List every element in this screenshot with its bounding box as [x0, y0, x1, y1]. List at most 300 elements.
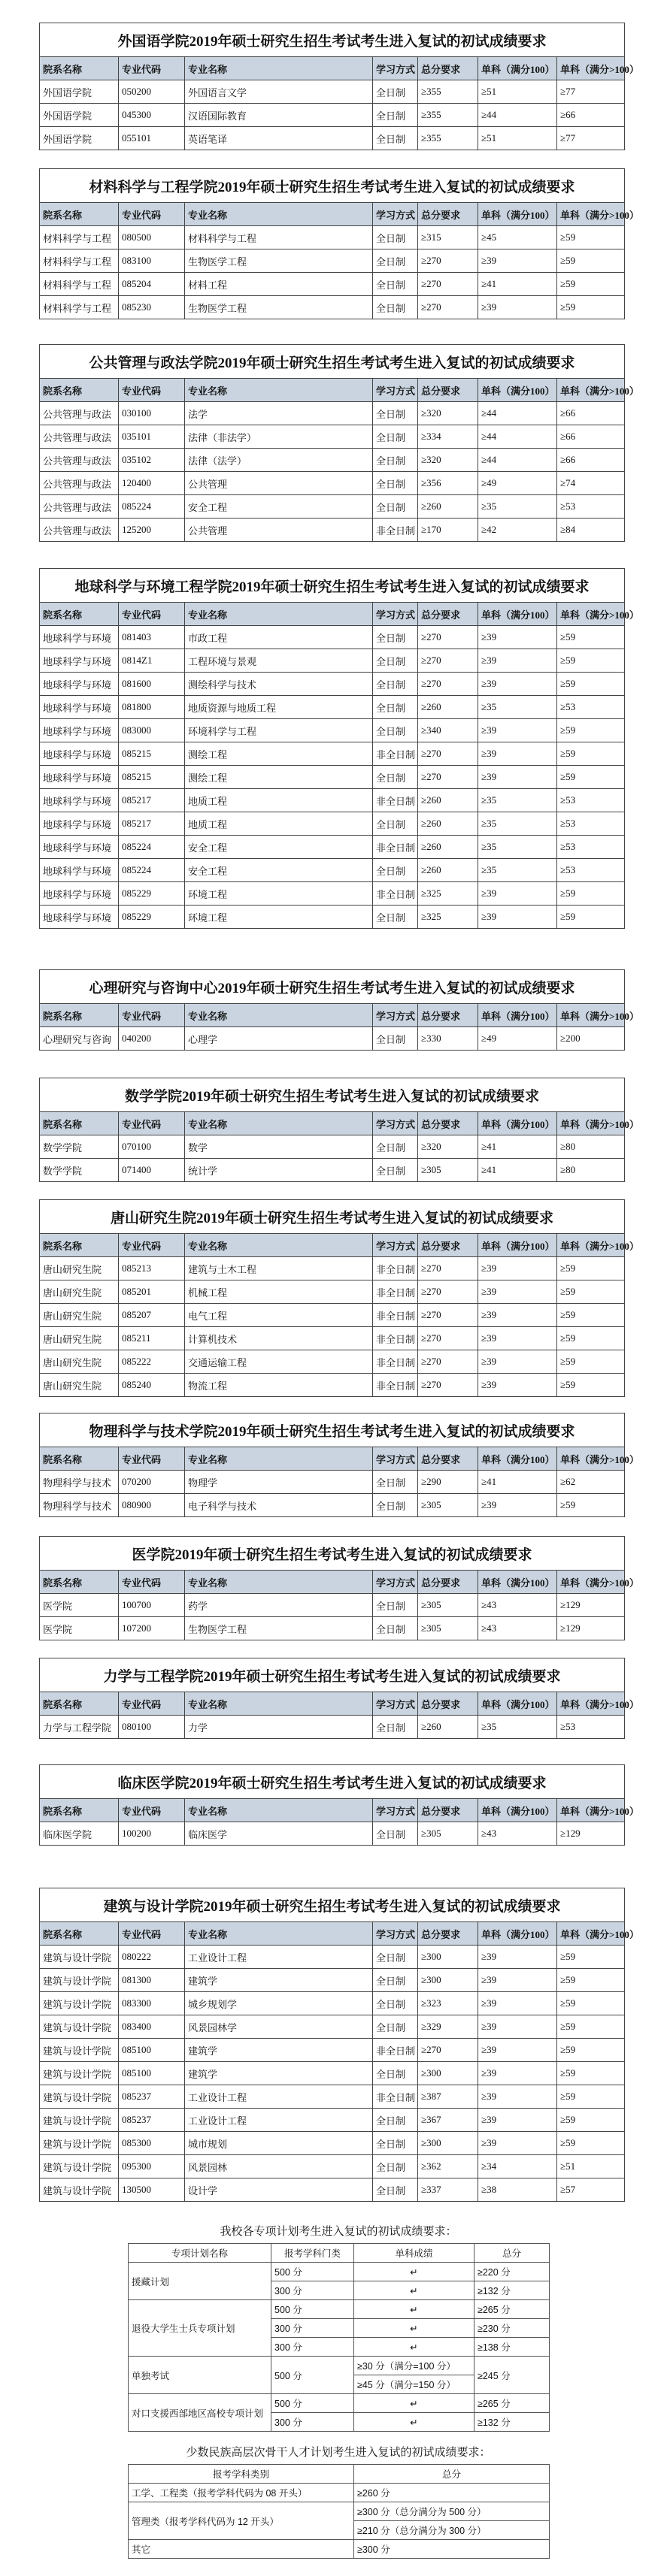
minority-program-section [128, 2444, 549, 2559]
cell: ≥337 [418, 2178, 478, 2202]
cell: 唐山研究生院 [40, 1280, 119, 1304]
table-row [40, 1304, 625, 1327]
header-cell: 单科（满分>100） [557, 1692, 625, 1716]
table-title: 心理研究与咨询中心2019年硕士研究生招生考试考生进入复试的初试成绩要求 [40, 970, 625, 1004]
cell: ≥39 [478, 2015, 557, 2039]
cell: 材料工程 [185, 273, 373, 296]
cell: ↵ [354, 2413, 475, 2432]
cell: 公共管理与政法 [40, 425, 119, 449]
cell: 非全日制 [373, 2085, 418, 2109]
cell: ≥355 [418, 127, 478, 150]
cell: 材料科学与工程 [40, 226, 119, 249]
header-cell: 学习方式 [373, 203, 418, 226]
cell: ≥35 [478, 495, 557, 519]
cell: ≥260 [418, 495, 478, 519]
cell: 045300 [119, 104, 185, 127]
cell: ≥39 [478, 742, 557, 766]
cell: 地质工程 [185, 789, 373, 812]
cell: 生物医学工程 [185, 1617, 373, 1640]
cell: ↵ [354, 2319, 475, 2338]
cell: 非全日制 [373, 519, 418, 542]
cell: ≥329 [418, 2015, 478, 2039]
cell: 公共管理 [185, 519, 373, 542]
cell: ≥53 [557, 859, 625, 882]
cell: 080100 [119, 1716, 185, 1739]
cell: ≥59 [557, 1257, 625, 1280]
cell: ≥39 [478, 2039, 557, 2062]
cell: 建筑与土木工程 [185, 1257, 373, 1280]
cell: ≥290 [418, 1471, 478, 1494]
cell: 083100 [119, 249, 185, 273]
header-cell: 专业名称 [185, 1234, 373, 1257]
cell: 100200 [119, 1822, 185, 1846]
cell: 地球科学与环境 [40, 859, 119, 882]
cell: 全日制 [373, 249, 418, 273]
header-cell: 总分要求 [418, 1799, 478, 1822]
header-cell: 总分要求 [418, 1922, 478, 1946]
cell: ≥320 [418, 402, 478, 425]
cell: 全日制 [373, 649, 418, 673]
cell: ≥305 [418, 1617, 478, 1640]
cell: 地球科学与环境 [40, 882, 119, 906]
cell: ≥260 分 [354, 2484, 550, 2502]
cell: 040200 [119, 1027, 185, 1051]
header-cell: 单科（满分100） [478, 1571, 557, 1594]
header-cell: 单科（满分>100） [557, 1571, 625, 1594]
header-cell: 总分要求 [418, 379, 478, 402]
cell: 生物医学工程 [185, 249, 373, 273]
cell: 全日制 [373, 402, 418, 425]
cell: ≥44 [478, 402, 557, 425]
cell: 城乡规划学 [185, 1992, 373, 2015]
cell: 全日制 [373, 673, 418, 696]
cell: 唐山研究生院 [40, 1304, 119, 1327]
score-table-1 [39, 168, 639, 319]
cell: 唐山研究生院 [40, 1257, 119, 1280]
table-row [40, 2178, 625, 2202]
cell: 建筑与设计学院 [40, 2085, 119, 2109]
table-row [40, 1027, 625, 1051]
cell: 建筑与设计学院 [40, 2155, 119, 2178]
cell: 085224 [119, 859, 185, 882]
cell: ≥57 [557, 2178, 625, 2202]
cell: 非全日制 [373, 1374, 418, 1397]
cell: ≥44 [478, 425, 557, 449]
table-row [40, 1946, 625, 1969]
cell: 地球科学与环境 [40, 696, 119, 719]
header-cell: 专业代码 [119, 379, 185, 402]
table-row [129, 2357, 550, 2375]
header-cell: 学习方式 [373, 57, 418, 80]
cell: 070200 [119, 1471, 185, 1494]
header-cell: 专业名称 [185, 1692, 373, 1716]
cell: ≥265 分 [475, 2300, 550, 2319]
cell: 500 分 [271, 2300, 354, 2319]
header-cell: 单科（满分100） [478, 1234, 557, 1257]
header-cell: 单科（满分>100） [557, 203, 625, 226]
cell: 全日制 [373, 2155, 418, 2178]
cell: ≥45 分（满分=150 分） [354, 2375, 475, 2394]
header-cell: 单科（满分100） [478, 379, 557, 402]
table-row [40, 1594, 625, 1617]
header-cell: 专业代码 [119, 1922, 185, 1946]
cell: ≥39 [478, 2132, 557, 2155]
cell: 085240 [119, 1374, 185, 1397]
cell: 全日制 [373, 495, 418, 519]
cell: 心理学 [185, 1027, 373, 1051]
cell: ≥39 [478, 1946, 557, 1969]
cell: 085213 [119, 1257, 185, 1280]
cell: ≥305 [418, 1159, 478, 1182]
cell: 130500 [119, 2178, 185, 2202]
cell: 300 分 [271, 2281, 354, 2300]
header-cell: 单科（满分>100） [557, 1922, 625, 1946]
table-row [40, 519, 625, 542]
cell: 设计学 [185, 2178, 373, 2202]
cell: 风景园林 [185, 2155, 373, 2178]
header-cell: 报考学科门类 [271, 2244, 354, 2263]
header-cell: 院系名称 [40, 1692, 119, 1716]
cell: 非全日制 [373, 1280, 418, 1304]
cell: ≥270 [418, 742, 478, 766]
cell: 070100 [119, 1135, 185, 1159]
header-cell: 院系名称 [40, 57, 119, 80]
header-cell: 总分 [475, 2244, 550, 2263]
cell: 非全日制 [373, 1304, 418, 1327]
header-cell: 单科（满分>100） [557, 603, 625, 626]
cell: 建筑与设计学院 [40, 2132, 119, 2155]
cell: ≥66 [557, 425, 625, 449]
header-cell: 单科（满分100） [478, 603, 557, 626]
header-cell: 单科（满分>100） [557, 1112, 625, 1135]
cell: 地球科学与环境 [40, 719, 119, 742]
table-row [40, 296, 625, 319]
cell: 唐山研究生院 [40, 1350, 119, 1374]
cell: ≥39 [478, 1280, 557, 1304]
cell: 非全日制 [373, 1350, 418, 1374]
cell: 055101 [119, 127, 185, 150]
header-cell: 专业代码 [119, 57, 185, 80]
table-row [40, 649, 625, 673]
cell: 市政工程 [185, 626, 373, 649]
cell: 其它 [129, 2540, 354, 2559]
cell: 085215 [119, 742, 185, 766]
cell: 085224 [119, 495, 185, 519]
table-row [40, 673, 625, 696]
header-cell: 总分要求 [418, 1571, 478, 1594]
cell: ≥59 [557, 2085, 625, 2109]
cell: 全日制 [373, 2132, 418, 2155]
cell: 全日制 [373, 127, 418, 150]
header-cell: 专业名称 [185, 1004, 373, 1027]
header-cell: 专业代码 [119, 1004, 185, 1027]
cell: 全日制 [373, 906, 418, 929]
cell: 083000 [119, 719, 185, 742]
cell: 全日制 [373, 1716, 418, 1739]
table-row [40, 425, 625, 449]
cell: 107200 [119, 1617, 185, 1640]
cell: ≥59 [557, 719, 625, 742]
cell: 地球科学与环境 [40, 836, 119, 859]
header-cell: 学习方式 [373, 1447, 418, 1471]
cell: 建筑学 [185, 2039, 373, 2062]
cell: ≥59 [557, 1992, 625, 2015]
cell: ≥39 [478, 2109, 557, 2132]
table-title: 地球科学与环境工程学院2019年硕士研究生招生考试考生进入复试的初试成绩要求 [40, 569, 625, 603]
cell: ≥35 [478, 1716, 557, 1739]
cell: 全日制 [373, 296, 418, 319]
table-row [129, 2484, 550, 2502]
cell: 力学与工程学院 [40, 1716, 119, 1739]
cell: 材料科学与工程 [40, 273, 119, 296]
cell: 力学 [185, 1716, 373, 1739]
cell: 建筑学 [185, 1969, 373, 1992]
score-table-4 [39, 969, 639, 1051]
header-cell: 专项计划名称 [129, 2244, 271, 2263]
cell: ≥39 [478, 649, 557, 673]
cell: 地球科学与环境 [40, 906, 119, 929]
cell: ≥270 [418, 649, 478, 673]
cell: 085215 [119, 766, 185, 789]
cell: 095300 [119, 2155, 185, 2178]
header-cell: 学习方式 [373, 1234, 418, 1257]
cell: 300 分 [271, 2413, 354, 2432]
cell: ≥39 [478, 1494, 557, 1517]
cell: ≥245 分 [475, 2357, 550, 2394]
cell: 外国语学院 [40, 104, 119, 127]
table-row [40, 1716, 625, 1739]
header-cell: 院系名称 [40, 1571, 119, 1594]
cell: ≥39 [478, 626, 557, 649]
cell: 081600 [119, 673, 185, 696]
table-row [129, 2300, 550, 2319]
cell: ≥270 [418, 1350, 478, 1374]
cell: ≥362 [418, 2155, 478, 2178]
cell: ≥35 [478, 859, 557, 882]
table-row [40, 80, 625, 104]
cell: ≥132 分 [475, 2413, 550, 2432]
table-title: 临床医学院2019年硕士研究生招生考试考生进入复试的初试成绩要求 [40, 1765, 625, 1799]
table-row [40, 2085, 625, 2109]
table-row [40, 906, 625, 929]
cell: ≥66 [557, 449, 625, 472]
header-cell: 专业名称 [185, 379, 373, 402]
cell: ≥53 [557, 812, 625, 836]
table-row [40, 2015, 625, 2039]
cell: ≥260 [418, 812, 478, 836]
cell: 医学院 [40, 1594, 119, 1617]
header-cell: 学习方式 [373, 603, 418, 626]
cell: ≥270 [418, 673, 478, 696]
cell: ≥62 [557, 1471, 625, 1494]
cell: 建筑与设计学院 [40, 2039, 119, 2062]
cell: ≥59 [557, 226, 625, 249]
cell: ≥35 [478, 696, 557, 719]
score-table-0 [39, 23, 639, 150]
cell: ≥38 [478, 2178, 557, 2202]
cell: ≥325 [418, 882, 478, 906]
cell: ≥39 [478, 766, 557, 789]
cell: ≥59 [557, 1327, 625, 1350]
cell: 公共管理与政法 [40, 449, 119, 472]
table-row [40, 696, 625, 719]
header-cell: 学习方式 [373, 1799, 418, 1822]
table-title: 数学学院2019年硕士研究生招生考试考生进入复试的初试成绩要求 [40, 1078, 625, 1112]
cell: 汉语国际教育 [185, 104, 373, 127]
cell: 全日制 [373, 2109, 418, 2132]
cell: ≥74 [557, 472, 625, 495]
cell: ≥138 分 [475, 2338, 550, 2357]
table-row [40, 719, 625, 742]
header-cell: 专业代码 [119, 203, 185, 226]
cell: 全日制 [373, 2062, 418, 2085]
cell: 081800 [119, 696, 185, 719]
cell: ≥41 [478, 1135, 557, 1159]
cell: ≥270 [418, 2039, 478, 2062]
cell: 安全工程 [185, 495, 373, 519]
cell: ≥305 [418, 1822, 478, 1846]
header-cell: 专业名称 [185, 1112, 373, 1135]
table-row [129, 2263, 550, 2281]
cell: ≥43 [478, 1822, 557, 1846]
cell: 080900 [119, 1494, 185, 1517]
cell: ≥300 [418, 2132, 478, 2155]
cell: 300 分 [271, 2319, 354, 2338]
cell: ≥59 [557, 2062, 625, 2085]
cell: 085204 [119, 273, 185, 296]
cell: ≥59 [557, 2039, 625, 2062]
header-cell: 专业名称 [185, 203, 373, 226]
cell: ↵ [354, 2394, 475, 2413]
header-cell: 总分要求 [418, 1692, 478, 1716]
cell: ≥34 [478, 2155, 557, 2178]
cell: 全日制 [373, 449, 418, 472]
table-row [40, 1135, 625, 1159]
cell: ≥80 [557, 1135, 625, 1159]
cell: 外国语学院 [40, 80, 119, 104]
header-cell: 总分要求 [418, 1447, 478, 1471]
cell: 心理研究与咨询 [40, 1027, 119, 1051]
cell: 机械工程 [185, 1280, 373, 1304]
cell: 唐山研究生院 [40, 1327, 119, 1350]
cell: 交通运输工程 [185, 1350, 373, 1374]
cell: ↵ [354, 2300, 475, 2319]
header-cell: 专业名称 [185, 1571, 373, 1594]
cell: 物理科学与技术 [40, 1494, 119, 1517]
header-cell: 单科（满分>100） [557, 1234, 625, 1257]
table-title: 物理科学与技术学院2019年硕士研究生招生考试考生进入复试的初试成绩要求 [40, 1413, 625, 1447]
table-title: 建筑与设计学院2019年硕士研究生招生考试考生进入复试的初试成绩要求 [40, 1888, 625, 1922]
cell: ≥39 [478, 1350, 557, 1374]
header-cell: 单科（满分>100） [557, 379, 625, 402]
header-cell: 专业名称 [185, 1447, 373, 1471]
cell: 环境工程 [185, 882, 373, 906]
table-title: 外国语学院2019年硕士研究生招生考试考生进入复试的初试成绩要求 [40, 23, 625, 57]
header-cell: 学习方式 [373, 1112, 418, 1135]
cell: 全日制 [373, 273, 418, 296]
table-row [40, 812, 625, 836]
cell: 电气工程 [185, 1304, 373, 1327]
table-row [40, 766, 625, 789]
cell: ≥59 [557, 1946, 625, 1969]
table-row [129, 2540, 550, 2559]
cell: 全日制 [373, 1969, 418, 1992]
table-row [40, 2039, 625, 2062]
cell: ≥59 [557, 882, 625, 906]
header-cell: 单科（满分100） [478, 203, 557, 226]
table-row [40, 472, 625, 495]
header-cell: 单科成绩 [354, 2244, 475, 2263]
cell: 100700 [119, 1594, 185, 1617]
cell: ≥220 分 [475, 2263, 550, 2281]
cell: 临床医学 [185, 1822, 373, 1846]
cell: 非全日制 [373, 1257, 418, 1280]
cell: ≥300 分（总分满分为 500 分） [354, 2502, 550, 2521]
cell: 全日制 [373, 812, 418, 836]
cell: ≥129 [557, 1822, 625, 1846]
header-cell: 总分要求 [418, 1234, 478, 1257]
header-cell: 院系名称 [40, 1112, 119, 1135]
table-row [40, 789, 625, 812]
cell: ≥42 [478, 519, 557, 542]
table-row [40, 2062, 625, 2085]
header-cell: 学习方式 [373, 1692, 418, 1716]
score-table-11 [39, 1888, 639, 2202]
cell: ≥53 [557, 696, 625, 719]
cell: ≥59 [557, 249, 625, 273]
cell: 法律（非法学） [185, 425, 373, 449]
header-cell: 单科（满分>100） [557, 1004, 625, 1027]
cell: 全日制 [373, 472, 418, 495]
cell: 全日制 [373, 1135, 418, 1159]
cell: 全日制 [373, 766, 418, 789]
cell: 125200 [119, 519, 185, 542]
cell: 非全日制 [373, 2039, 418, 2062]
header-cell: 总分要求 [418, 1004, 478, 1027]
cell: ≥132 分 [475, 2281, 550, 2300]
cell: 建筑与设计学院 [40, 2109, 119, 2132]
cell: ≥320 [418, 1135, 478, 1159]
cell: 物理学 [185, 1471, 373, 1494]
cell: 全日制 [373, 2015, 418, 2039]
score-table-5 [39, 1078, 639, 1182]
cell: 地球科学与环境 [40, 766, 119, 789]
cell: ≥39 [478, 1969, 557, 1992]
table-row [40, 1257, 625, 1280]
cell: 药学 [185, 1594, 373, 1617]
header-cell: 院系名称 [40, 379, 119, 402]
cell: 地球科学与环境 [40, 812, 119, 836]
header-cell: 学习方式 [373, 1922, 418, 1946]
table-row [40, 402, 625, 425]
cell: 建筑与设计学院 [40, 2178, 119, 2202]
cell: 300 分 [271, 2338, 354, 2357]
header-cell: 院系名称 [40, 203, 119, 226]
cell: 建筑学 [185, 2062, 373, 2085]
table-title: 公共管理与政法学院2019年硕士研究生招生考试考生进入复试的初试成绩要求 [40, 345, 625, 379]
header-cell: 单科（满分>100） [557, 57, 625, 80]
cell: 050200 [119, 80, 185, 104]
header-cell: 专业代码 [119, 1234, 185, 1257]
table-row [40, 882, 625, 906]
cell: 物理科学与技术 [40, 1471, 119, 1494]
table-title: 唐山研究生院2019年硕士研究生招生考试考生进入复试的初试成绩要求 [40, 1200, 625, 1234]
cell: ≥300 分 [354, 2540, 550, 2559]
header-cell: 专业名称 [185, 1922, 373, 1946]
cell: ↵ [354, 2263, 475, 2281]
minority-program-title: 少数民族高层次骨干人才计划考生进入复试的初试成绩要求： [186, 2447, 491, 2459]
cell: 083400 [119, 2015, 185, 2039]
